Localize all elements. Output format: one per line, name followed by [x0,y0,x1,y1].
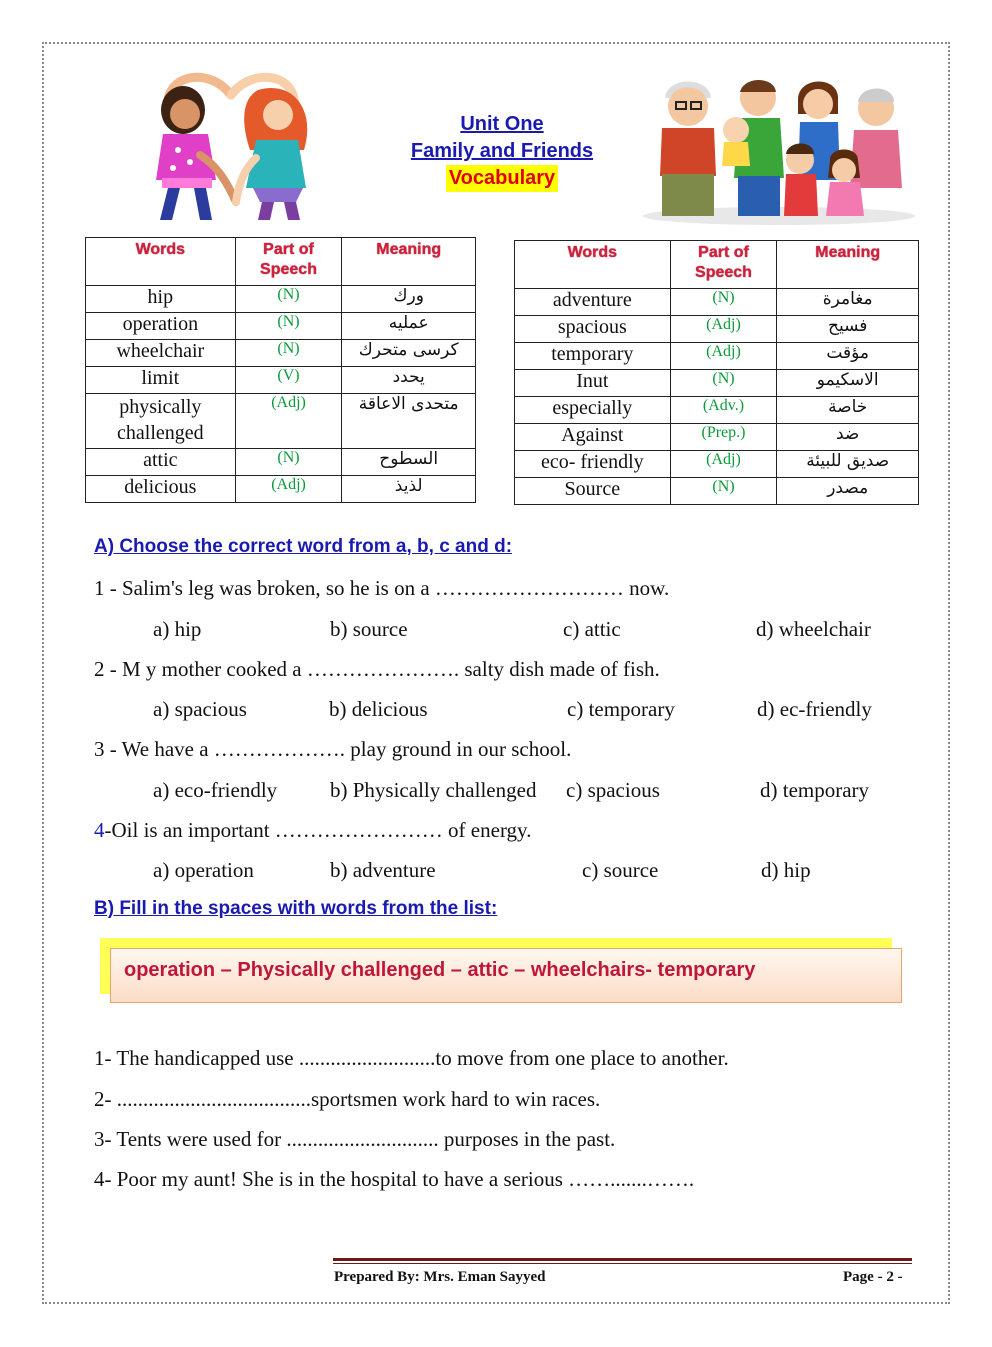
q2-option-a: a) spacious [153,697,247,721]
pos-cell: (N) [670,370,777,397]
q1-option-c: c) attic [563,617,621,641]
word-cell: especially [515,397,671,424]
fill-sentence-2: 2- .....................................sportsmen work hard to win races. [94,1087,601,1111]
word-cell: attic [86,449,236,476]
word-list-text: operation – Physically challenged – attic – wheelchairs- temporary [124,959,756,981]
meaning-cell: لذيذ [342,476,476,503]
table-row [86,449,476,476]
meaning-cell: فسيح [777,316,919,343]
pos-cell: (V) [235,367,342,394]
q1-option-a: a) hip [153,617,202,641]
meaning-cell: يحدد [342,367,476,394]
question-3: 3 - We have a ………………. play ground in our school. [94,737,572,761]
footer-rule [333,1258,912,1261]
question-4-text: -Oil is an important …………………… of energy. [104,818,532,842]
fill-sentence-1: 1- The handicapped use ..........................to move from one place to another. [94,1046,729,1070]
meaning-cell: الاسكيمو [777,370,919,397]
table-row [86,476,476,503]
word-cell: Against [515,424,671,451]
table-row [86,367,476,394]
pos-cell: (N) [235,449,342,476]
pos-cell: (Adv.) [670,397,777,424]
q1-option-d: d) wheelchair [756,617,871,641]
meaning-cell: عمليه [342,313,476,340]
word-cell: spacious [515,316,671,343]
pos-cell: (N) [235,313,342,340]
meaning-cell: مغامرة [777,289,919,316]
word-cell: Inut [515,370,671,397]
q1-option-b: b) source [330,617,408,641]
two-girls-heart-illustration [128,70,334,222]
pos-cell: (Adj) [235,476,342,503]
q3-option-b: b) Physically challenged [330,778,537,802]
table-row [515,343,919,370]
header-pos: Part of Speech [235,238,342,286]
table-row [515,478,919,505]
pos-cell: (Adj) [670,343,777,370]
meaning-cell: مؤقت [777,343,919,370]
q4-option-c: c) source [582,858,659,882]
word-cell: temporary [515,343,671,370]
title-block [350,111,654,192]
pos-cell: (Adj) [670,316,777,343]
question-4 [94,818,531,843]
meaning-cell: السطوح [342,449,476,476]
table-row [515,370,919,397]
meaning-cell: ورك [342,286,476,313]
vocab-table-left [85,237,476,503]
meaning-cell: كرسى متحرك [342,340,476,367]
table-row [86,313,476,340]
pos-cell: (N) [235,340,342,367]
table-row [515,316,919,343]
question-1: 1 - Salim's leg was broken, so he is on a ……………………… now. [94,576,670,600]
meaning-cell: متحدى الاعاقة [342,394,476,449]
q2-option-d: d) ec-friendly [757,697,872,721]
vocab-table-right [514,240,919,505]
pos-cell: (N) [670,289,777,316]
word-cell: limit [86,367,236,394]
q2-option-c: c) temporary [567,697,675,721]
table-row [86,286,476,313]
topic-title: Family and Friends [410,140,594,162]
header-words: Words [86,238,236,286]
section-a-title: A) Choose the correct word from a, b, c and d: [94,536,513,557]
pos-cell: (Adj) [235,394,342,449]
q2-option-b: b) delicious [329,697,428,721]
header-pos: Part of Speech [670,241,777,289]
section-title: Vocabulary [446,165,558,192]
question-2: 2 - M y mother cooked a …………………. salty dish made of fish. [94,657,660,681]
fill-sentence-3: 3- Tents were used for ............................. purposes in the past. [94,1127,616,1151]
table-row [515,424,919,451]
header-meaning: Meaning [777,241,919,289]
meaning-cell: مصدر [777,478,919,505]
pos-cell: (N) [670,478,777,505]
footer-rule-thin [333,1263,912,1264]
table-row [515,451,919,478]
meaning-cell: خاصة [777,397,919,424]
word-list-box [110,948,902,1003]
question-4-number: 4 [94,818,105,842]
prepared-by: Prepared By: Mrs. Eman Sayyed [334,1269,546,1285]
word-cell: delicious [86,476,236,503]
word-cell: physically challenged [86,394,236,449]
section-b-title: B) Fill in the spaces with words from the list: [94,898,498,919]
word-cell: operation [86,313,236,340]
word-cell: wheelchair [86,340,236,367]
q3-option-d: d) temporary [760,778,870,802]
meaning-cell: صديق للبيئة [777,451,919,478]
header-words: Words [515,241,671,289]
fill-sentence-4: 4- Poor my aunt! She is in the hospital to have a serious …….......……. [94,1167,695,1191]
q4-option-a: a) operation [153,858,254,882]
pos-cell: (Prep.) [670,424,777,451]
meaning-cell: ضد [777,424,919,451]
family-group-illustration [640,68,918,226]
word-cell: Source [515,478,671,505]
pos-cell: (Adj) [670,451,777,478]
table-row [515,397,919,424]
q4-option-b: b) adventure [330,858,436,882]
word-cell: eco- friendly [515,451,671,478]
q4-option-d: d) hip [761,858,811,882]
unit-title: Unit One [460,113,544,135]
word-cell: hip [86,286,236,313]
word-cell: adventure [515,289,671,316]
page-number: Page - 2 - [843,1269,903,1285]
q3-option-c: c) spacious [566,778,660,802]
header-meaning: Meaning [342,238,476,286]
table-row [86,340,476,367]
table-row [515,289,919,316]
table-row [86,394,476,449]
pos-cell: (N) [235,286,342,313]
q3-option-a: a) eco-friendly [153,778,278,802]
